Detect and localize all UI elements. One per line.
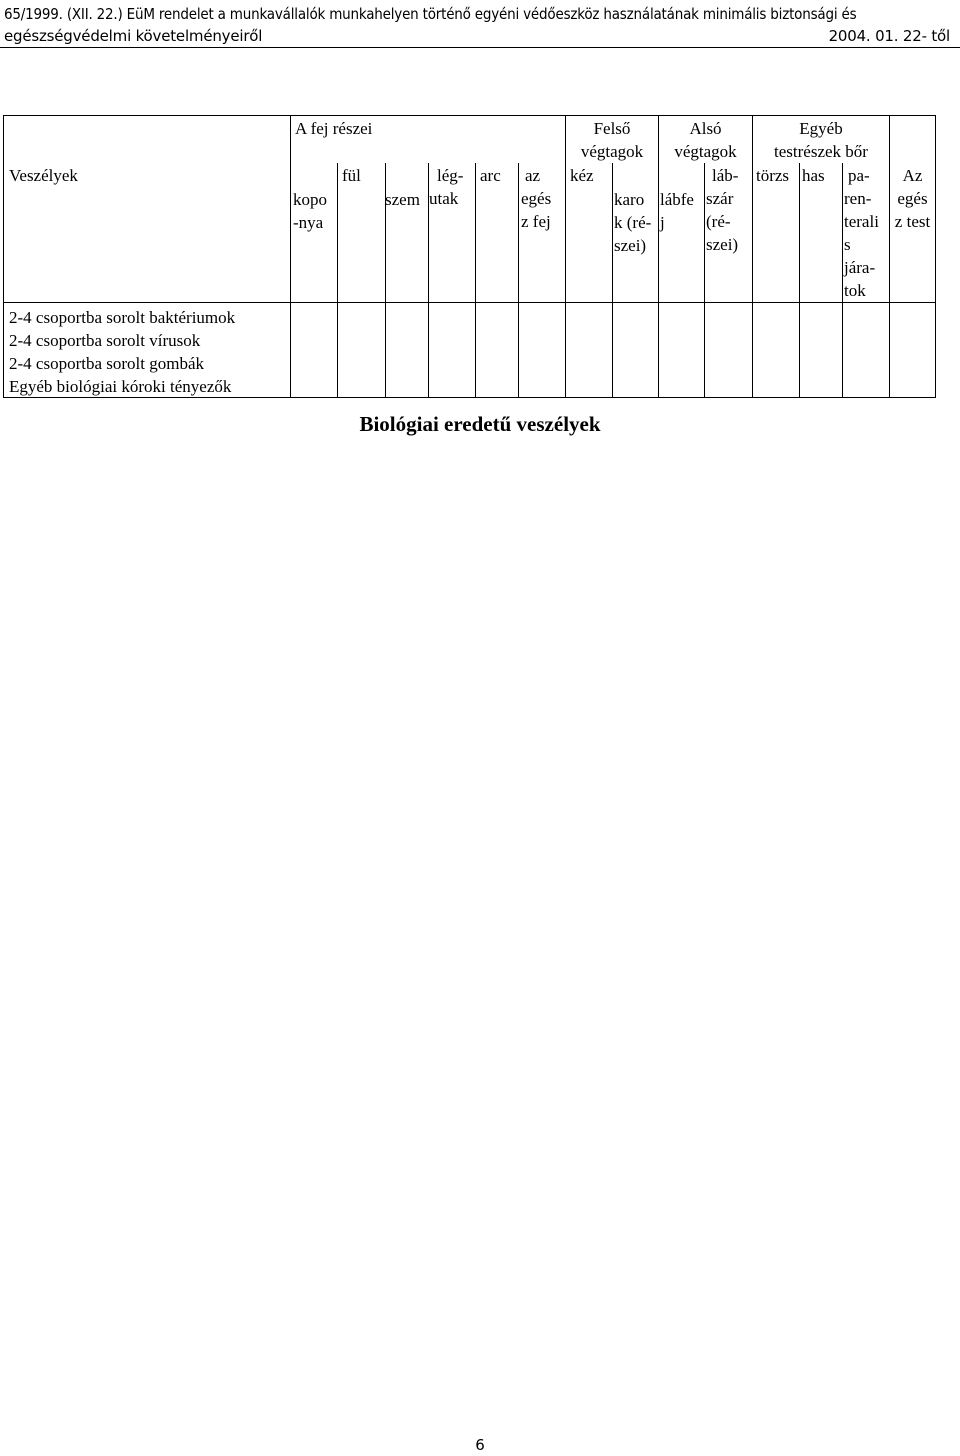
col-divider	[612, 163, 613, 397]
col-labfej: lábfe j	[660, 190, 694, 232]
col-labszar: láb- szár (ré- szei)	[706, 166, 739, 254]
col-szem: szem	[385, 190, 420, 209]
hazard-row-bacteria: 2-4 csoportba sorolt baktériumok	[9, 308, 236, 327]
header-rule	[0, 47, 960, 48]
col-divider	[290, 116, 291, 397]
effective-date: 2004. 01. 22- től	[828, 27, 950, 45]
col-karok: karo k (ré- szei)	[614, 190, 652, 255]
col-divider	[337, 163, 338, 397]
row-divider	[4, 302, 935, 303]
hazard-row-viruses: 2-4 csoportba sorolt vírusok	[9, 331, 201, 350]
hazards-header: Veszélyek	[9, 166, 78, 185]
other-body-header: Egyéb testrészek bőr	[774, 119, 868, 161]
document-header	[0, 0, 960, 48]
upper-limbs-header: Felső végtagok	[580, 119, 644, 161]
col-kez: kéz	[570, 166, 594, 185]
col-ful: fül	[342, 166, 361, 185]
col-divider	[475, 163, 476, 397]
col-az-egesz-test: Az egés z test	[894, 166, 931, 231]
col-divider	[799, 163, 800, 397]
hazard-row-other-biological: Egyéb biológiai kóroki tényezők	[9, 377, 232, 396]
regulation-title: 65/1999. (XII. 22.) EüM rendelet a munkavállalók munkahelyen történő egyéni védőeszköz használatának minimális biztonsági és	[4, 5, 857, 23]
col-divider	[842, 163, 843, 397]
col-divider	[518, 163, 519, 397]
regulation-title-cont: egészségvédelmi követelményeiről	[4, 27, 263, 45]
hazard-table	[3, 115, 936, 398]
col-arc: arc	[480, 166, 501, 185]
page-number: 6	[475, 1436, 485, 1454]
table-caption: Biológiai eredetű veszélyek	[359, 412, 601, 436]
col-parenteralis: pa- ren- terali s jára- tok	[844, 166, 879, 300]
hazard-row-fungi: 2-4 csoportba sorolt gombák	[9, 354, 204, 373]
lower-limbs-header: Alsó végtagok	[674, 119, 737, 161]
col-has: has	[802, 166, 825, 185]
col-divider	[889, 116, 890, 397]
head-group-header: A fej részei	[295, 119, 373, 138]
col-legutak: lég- utak	[429, 166, 464, 208]
col-torzs: törzs	[756, 166, 790, 185]
col-az-egesz-fej: az egés z fej	[521, 166, 552, 231]
col-kopo: kopo -nya	[293, 190, 327, 232]
col-divider	[704, 163, 705, 397]
